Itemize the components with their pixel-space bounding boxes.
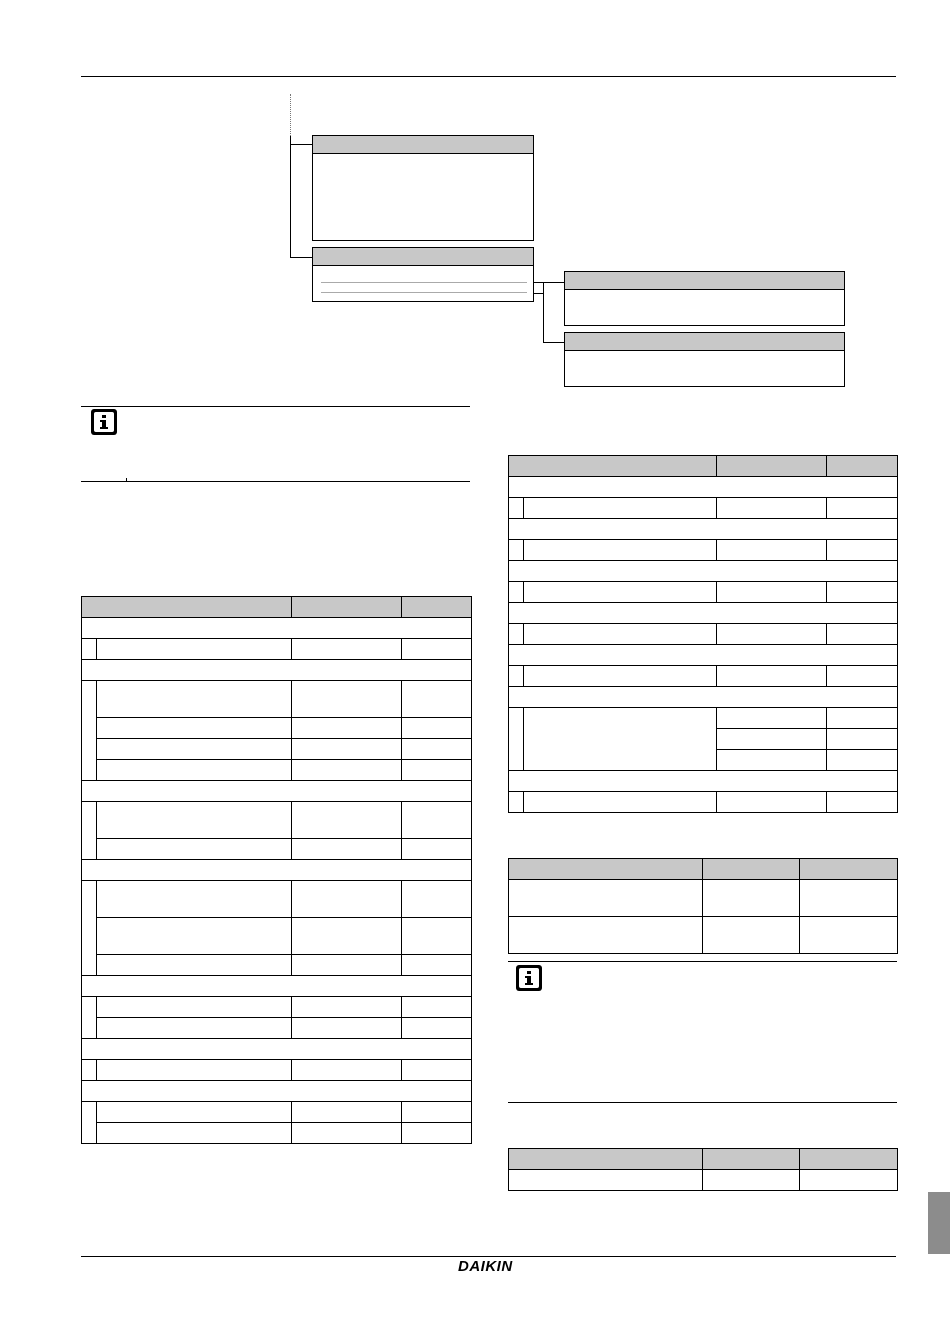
tree-trunk <box>290 136 291 258</box>
table-row <box>509 624 898 645</box>
table-section-row <box>509 477 898 498</box>
table-row <box>82 1123 472 1144</box>
table-header-row <box>509 859 898 880</box>
tree-branch-1 <box>290 144 312 145</box>
tree-branch-2 <box>290 257 312 258</box>
table-row <box>509 708 898 729</box>
table-row <box>82 839 472 860</box>
menu-box-2 <box>312 247 534 302</box>
table-row <box>509 666 898 687</box>
table-section-row <box>82 860 472 881</box>
settings-table-left <box>81 596 472 1144</box>
table-row <box>509 582 898 603</box>
table-row <box>509 917 898 954</box>
table-section-row <box>82 781 472 802</box>
table-header-row <box>509 456 898 477</box>
menu-box-2-row-1 <box>321 282 527 283</box>
settings-table-right-2 <box>508 858 898 954</box>
table-row <box>82 1060 472 1081</box>
table-section-row <box>82 660 472 681</box>
table-section-row <box>82 1039 472 1060</box>
table-section-row <box>82 618 472 639</box>
menu-box-4-header <box>565 333 844 351</box>
table-section-row <box>509 645 898 666</box>
table-row <box>82 997 472 1018</box>
menu-box-3-header <box>565 272 844 290</box>
table-header-row <box>509 1149 898 1170</box>
menu-box-1 <box>312 135 534 241</box>
table-header-row <box>82 597 472 618</box>
table-row <box>82 681 472 718</box>
info-note-left-top-rule <box>81 406 470 407</box>
table-row <box>82 881 472 918</box>
chapter-tab <box>928 1192 950 1254</box>
menu-box-2-row-2 <box>321 292 527 293</box>
menu-box-2-header <box>313 248 533 266</box>
menu-box-1-header <box>313 136 533 154</box>
settings-table-right-3 <box>508 1148 898 1191</box>
table-section-row <box>509 561 898 582</box>
footer-rule <box>81 1256 896 1257</box>
table-row <box>82 739 472 760</box>
info-note-left-tick <box>126 478 127 482</box>
table-row <box>509 540 898 561</box>
menu-box-3 <box>564 271 845 326</box>
table-row <box>82 802 472 839</box>
table-row <box>509 880 898 917</box>
brand-logo: DAIKIN <box>458 1258 513 1275</box>
settings-table-right <box>508 455 898 813</box>
info-icon <box>516 965 542 991</box>
table-row <box>509 498 898 519</box>
table-section-row <box>509 603 898 624</box>
table-section-row <box>82 1081 472 1102</box>
header-rule <box>81 76 896 77</box>
info-note-right-top-rule <box>508 961 897 962</box>
tree-dotted-stem <box>290 94 291 136</box>
table-section-row <box>509 519 898 540</box>
table-section-row <box>82 976 472 997</box>
tree-sub-link-3 <box>543 342 564 343</box>
info-icon <box>91 409 117 435</box>
table-row <box>509 792 898 813</box>
tree-sub-stem-2 <box>543 293 544 343</box>
table-section-row <box>509 687 898 708</box>
table-row <box>82 718 472 739</box>
menu-box-4 <box>564 332 845 387</box>
table-row <box>82 955 472 976</box>
info-note-right-bottom-rule <box>508 1102 897 1103</box>
table-row <box>82 760 472 781</box>
table-row <box>82 639 472 660</box>
table-row <box>509 1170 898 1191</box>
tree-sub-link-1 <box>534 282 564 283</box>
table-row <box>82 918 472 955</box>
table-row <box>82 1102 472 1123</box>
info-note-left-bottom-rule <box>81 481 470 482</box>
table-section-row <box>509 771 898 792</box>
table-row <box>82 1018 472 1039</box>
